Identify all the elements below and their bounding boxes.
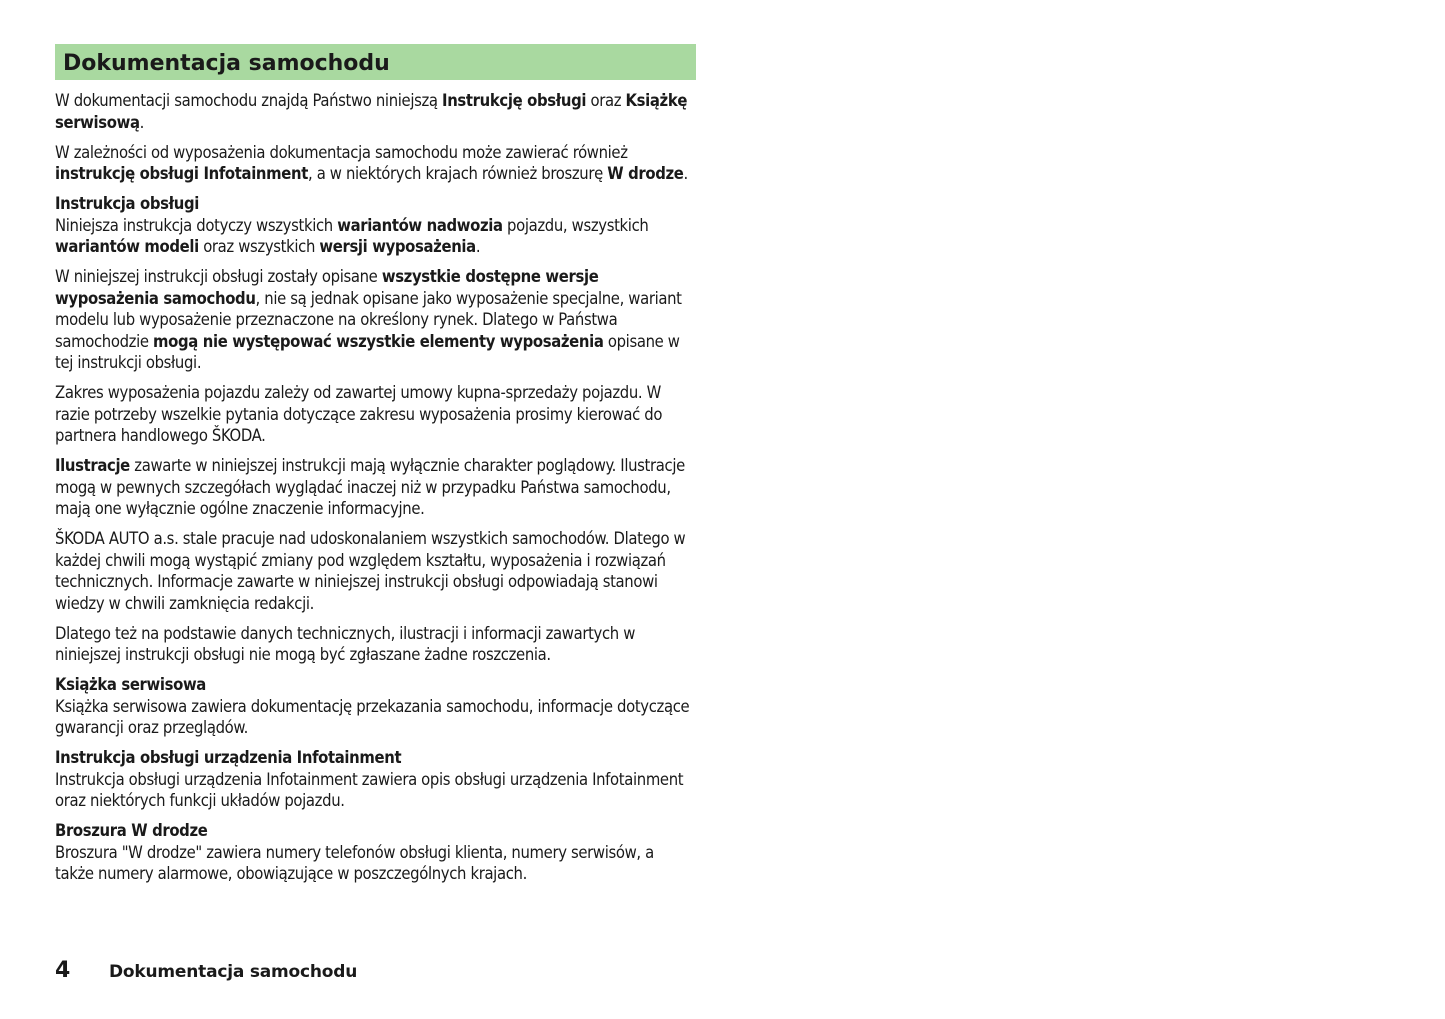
sub-heading-infotainment: Instrukcja obsługi urządzenia Infotainment — [55, 748, 402, 767]
text-run: , nie są jednak opisane jako wyposażenie specjalne, wariant modelu lub wyposażenie przeznaczone na określony rynek. Dlatego w Państwa samochodzie — [55, 288, 682, 351]
text-run: Niniejsza instrukcja dotyczy wszystkich — [55, 215, 338, 235]
manual-paragraph-4 — [55, 455, 696, 520]
footer-title: Dokumentacja samochodu — [109, 962, 358, 982]
intro-paragraph-2 — [55, 142, 696, 185]
text-run: oraz — [586, 91, 626, 110]
bold-term: Książkę serwisową — [55, 91, 688, 132]
text-run: Broszura "W drodze" zawiera numery telefonów obsługi klienta, numery serwisów, a także numery alarmowe, obowiązujące w poszczególnych krajach. — [55, 842, 654, 883]
manual-paragraph-6: Dlatego też na podstawie danych technicznych, ilustracji i informacji zawartych w niniejszej instrukcji obsługi nie mogą być zgłaszane żadne roszczenia. — [55, 623, 635, 664]
manual-paragraph-1 — [55, 193, 696, 258]
text-run: opisane w tej instrukcji obsługi. — [55, 331, 680, 372]
body-text — [55, 90, 696, 885]
page-number: 4 — [55, 958, 71, 983]
brochure-paragraph — [55, 820, 696, 885]
sub-heading-manual: Instrukcja obsługi — [55, 194, 200, 213]
page-footer — [55, 958, 357, 983]
text-run: . — [475, 237, 481, 256]
text-run: pojazdu, wszystkich — [502, 215, 649, 235]
bold-term: mogą nie występować wszystkie elementy wyposażenia — [153, 331, 604, 351]
service-book-paragraph — [55, 674, 696, 739]
bold-term: Instrukcję obsługi — [442, 91, 587, 110]
section-heading: Dokumentacja samochodu — [55, 44, 696, 80]
text-run: Instrukcja obsługi urządzenia Infotainment zawiera opis obsługi urządzenia Infotainment oraz niektórych funkcji układów pojazdu. — [55, 769, 684, 810]
text-run: W niniejszej instrukcji obsługi zostały opisane — [55, 267, 382, 286]
text-run: W dokumentacji samochodu znajdą Państwo niniejszą — [55, 91, 443, 110]
content-column — [55, 44, 696, 885]
infotainment-paragraph — [55, 747, 696, 812]
text-run: W zależności od wyposażenia dokumentacja samochodu może zawierać również — [55, 142, 628, 162]
text-run: Książka serwisowa zawiera dokumentację przekazania samochodu, informacje dotyczące gwarancji oraz przeglądów. — [55, 696, 690, 737]
sub-heading-service-book: Książka serwisowa — [55, 675, 206, 694]
text-run: , a w niektórych krajach również broszurę — [307, 164, 608, 183]
bold-term: wariantów modeli — [55, 237, 199, 256]
text-run: . — [139, 112, 145, 132]
text-run: oraz wszystkich — [198, 237, 320, 256]
manual-paragraph-3: Zakres wyposażenia pojazdu zależy od zawartej umowy kupna-sprzedaży pojazdu. W razie potrzeby wszelkie pytania dotyczące zakresu wyposażenia prosimy kierować do partnera handlowego ŠKODA. — [55, 383, 663, 445]
manual-paragraph-2 — [55, 266, 696, 374]
bold-term: wariantów nadwozia — [337, 215, 503, 235]
bold-term: Ilustracje — [55, 456, 130, 475]
bold-term: W drodze — [607, 164, 684, 183]
sub-heading-brochure: Broszura W drodze — [55, 821, 208, 840]
text-run: zawarte w niniejszej instrukcji mają wyłącznie charakter poglądowy. Ilustracje mogą w pewnych szczegółach wyglądać inaczej niż w przypadku Państwa samochodu, mają one wyłącznie ogólne znaczenie informacyjne. — [55, 456, 685, 518]
text-run: . — [683, 164, 688, 183]
intro-paragraph-1 — [55, 90, 696, 133]
manual-paragraph-5: ŠKODA AUTO a.s. stale pracuje nad udoskonalaniem wszystkich samochodów. Dlatego w każdej chwili mogą wystąpić zmiany pod względem kształtu, wyposażenia i rozwiązań technicznych. Informacje zawarte w niniejszej instrukcji obsługi odpowiadają stanowi wiedzy w chwili zamknięcia redakcji. — [55, 529, 686, 613]
bold-term: wersji wyposażenia — [319, 237, 476, 256]
bold-term: wszystkie dostępne wersje wyposażenia samochodu — [55, 267, 599, 308]
bold-term: instrukcję obsługi Infotainment — [55, 164, 308, 183]
